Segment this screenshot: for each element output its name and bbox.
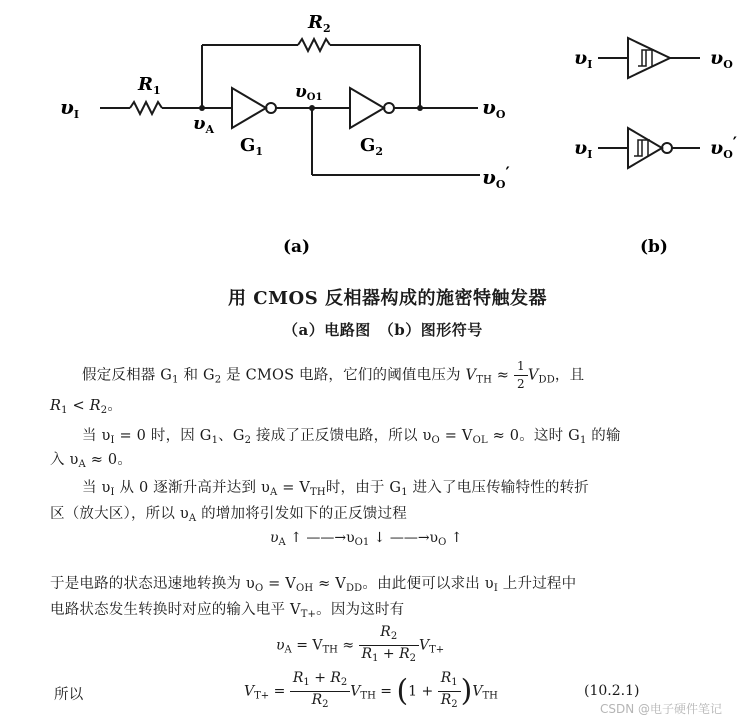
equation-number: (10.2.1) <box>584 683 640 699</box>
label-vo: $\upsilon_O$ <box>482 95 506 121</box>
label-g2: $G_2$ <box>360 135 384 158</box>
caption-b: (b) <box>640 237 668 257</box>
schmitt-symbols-b <box>560 0 752 270</box>
label-r2: $R_2$ <box>308 12 331 35</box>
watermark: CSDN @电子硬件笔记 <box>600 702 723 716</box>
label-g1: $G_1$ <box>240 135 264 158</box>
svg-text:υI: $\upsilon_I$ <box>574 137 593 161</box>
schmitt-inverter-symbol <box>628 128 662 168</box>
label-vo1: υO1 <box>295 82 323 103</box>
inverter-g2 <box>350 88 384 128</box>
svg-text:υO: $\upsilon_O$ <box>710 47 733 71</box>
hysteresis-icon <box>634 140 650 156</box>
label-vo-prime: $\upsilon_O'$ <box>482 163 510 191</box>
caption-a: (a) <box>283 237 311 257</box>
paragraph-2-line-2: 入 $\upsilon_A \approx 0$。 <box>50 452 133 470</box>
paragraph-3-line-1: 当 $\upsilon_I$ 从 0 逐渐升高并达到 $\upsilon_A = V_{TH}$时，由于 $G_1$ 进入了电压传输特性的转折 <box>82 480 590 498</box>
label-vi: $\upsilon_I$ <box>60 95 80 121</box>
node-a-dot <box>199 105 205 111</box>
equation-2: $V_{T+}$ = $\frac{R_1 + R_2}{R_2}$ $V_{TH} = (1$ + $\frac{R_1}{R_2}$ )$V_{TH}$ <box>244 670 498 710</box>
paragraph-4-line-2: 电路状态发生转换时对应的输入电平 $V_{T+}$。因为这时有 <box>50 602 405 620</box>
equation-1: $\upsilon_A = V_{TH}$ ≈ $\frac{R_2}{R_1 + R_2}$ $V_{T+}$ <box>276 624 445 664</box>
node-o-dot <box>417 105 423 111</box>
suoyi-label: 所以 <box>54 687 84 703</box>
figure-subtitle: （a）电路图 （b）图形符号 <box>283 321 483 339</box>
svg-text:υI: $\upsilon_I$ <box>574 47 593 71</box>
hysteresis-icon <box>638 50 654 66</box>
paragraph-1-line-2: $R_1 < R_2$。 <box>50 398 123 416</box>
paragraph-3-line-2: 区（放大区），所以 $\upsilon_A$ 的增加将引发如下的正反馈过程 <box>50 506 407 524</box>
label-r1: $R_1$ <box>138 74 161 97</box>
paragraph-2-line-1: 当 $\upsilon_I = 0$ 时，因 $G_1$、$G_2$ 接成了正反馈电路，所以 $\upsilon_O = V_{OL} \approx 0$。这时 $G_1$ 的输 <box>82 428 621 446</box>
figure-title: 用 CMOS 反相器构成的施密特触发器 <box>228 288 547 309</box>
feedback-chain: $\upsilon_A$ ↑ $——\to\upsilon_{O1}$ ↓ $——\to\upsilon_O$ ↑ <box>270 530 463 548</box>
inverter-g1 <box>232 88 266 128</box>
paragraph-4-line-1: 于是电路的状态迅速地转换为 $\upsilon_O = V_{OH} \approx V_{DD}$。由此便可以求出 $\upsilon_I$ 上升过程中 <box>50 576 577 594</box>
resistor-r1 <box>130 102 162 114</box>
circuit-diagram-a <box>0 0 560 270</box>
paragraph-1-line-1: 假定反相器 $G_1$ 和 $G_2$ 是 CMOS 电路，它们的阈值电压为 $V_{TH}$ ≈ $\frac{1}{2}$ $V_{DD}$，且 <box>82 359 585 391</box>
schmitt-buffer-symbol <box>628 38 670 78</box>
svg-text:υO′: $\upsilon_O'$ <box>710 133 737 161</box>
label-va: $\upsilon_A$ <box>193 113 215 136</box>
resistor-r2 <box>298 39 330 51</box>
node-o1-dot <box>309 105 315 111</box>
